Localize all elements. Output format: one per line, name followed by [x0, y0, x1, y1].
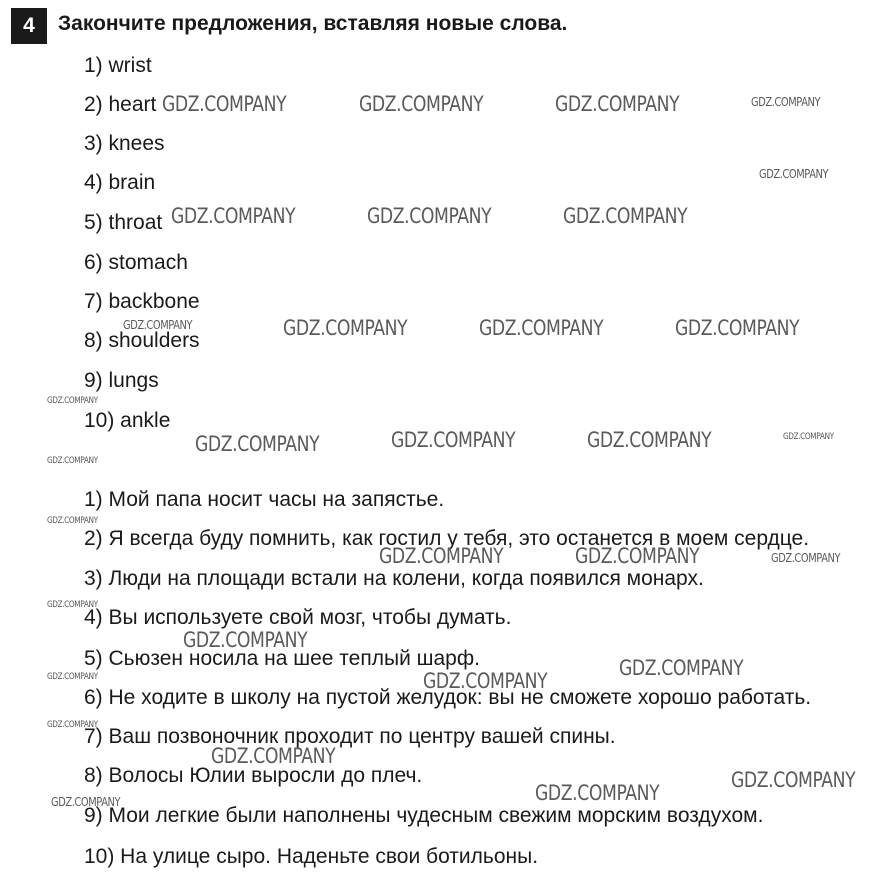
watermark: GDZ.COMPANY [171, 204, 296, 228]
watermark: GDZ.COMPANY [183, 628, 308, 652]
watermark: GDZ.COMPANY [51, 795, 121, 809]
watermark: GDZ.COMPANY [379, 544, 504, 568]
watermark: GDZ.COMPANY [47, 600, 98, 610]
sentence-4: 4) Вы используете свой мозг, чтобы думать. [84, 606, 512, 629]
watermark: GDZ.COMPANY [47, 516, 98, 526]
sentence-7: 7) Ваш позвоночник проходит по центру вашей спины. [84, 725, 616, 748]
watermark: GDZ.COMPANY [479, 316, 604, 340]
sentence-9: 9) Мои легкие были наполнены чудесным свежим морским воздухом. [84, 804, 764, 827]
watermark: GDZ.COMPANY [123, 318, 193, 332]
sentence-8: 8) Волосы Юлии выросли до плеч. [84, 764, 423, 787]
watermark: GDZ.COMPANY [731, 768, 856, 792]
watermark: GDZ.COMPANY [587, 428, 712, 452]
watermark: GDZ.COMPANY [619, 656, 744, 680]
watermark: GDZ.COMPANY [675, 316, 800, 340]
watermark: GDZ.COMPANY [751, 95, 821, 109]
sentence-5: 5) Сьюзен носила на шее теплый шарф. [84, 647, 480, 670]
word-item-7: 7) backbone [84, 290, 200, 313]
watermark: GDZ.COMPANY [555, 92, 680, 116]
sentence-3: 3) Люди на площади встали на колени, когда появился монарх. [84, 567, 704, 590]
watermark: GDZ.COMPANY [391, 428, 516, 452]
watermark: GDZ.COMPANY [283, 316, 408, 340]
word-item-4: 4) brain [84, 171, 156, 194]
word-item-8: 8) shoulders [84, 329, 200, 352]
watermark: GDZ.COMPANY [359, 92, 484, 116]
task-title: Закончите предложения, вставляя новые слова. [58, 12, 568, 35]
watermark: GDZ.COMPANY [47, 456, 98, 466]
watermark: GDZ.COMPANY [563, 204, 688, 228]
watermark: GDZ.COMPANY [47, 396, 98, 406]
task-number-badge: 4 [11, 8, 47, 44]
sentence-2: 2) Я всегда буду помнить, как гостил у тебя, это останется в моем сердце. [84, 527, 810, 550]
watermark: GDZ.COMPANY [783, 432, 834, 442]
word-item-5: 5) throat [84, 211, 163, 234]
word-item-6: 6) stomach [84, 251, 188, 274]
watermark: GDZ.COMPANY [759, 167, 829, 181]
word-item-2: 2) heart [84, 93, 157, 116]
word-item-3: 3) knees [84, 132, 165, 155]
sentence-10: 10) На улице сыро. Наденьте свои ботильоны. [84, 845, 539, 868]
watermark: GDZ.COMPANY [535, 781, 660, 805]
watermark: GDZ.COMPANY [162, 92, 287, 116]
word-item-10: 10) ankle [84, 409, 171, 432]
watermark: GDZ.COMPANY [367, 204, 492, 228]
watermark: GDZ.COMPANY [423, 669, 548, 693]
watermark: GDZ.COMPANY [211, 744, 336, 768]
watermark: GDZ.COMPANY [47, 672, 98, 682]
sentence-1: 1) Мой папа носит часы на запястье. [84, 488, 445, 511]
watermark: GDZ.COMPANY [195, 432, 320, 456]
sentence-6: 6) Не ходите в школу на пустой желудок: вы не сможете хорошо работать. [84, 686, 812, 709]
watermark: GDZ.COMPANY [771, 551, 841, 565]
word-item-1: 1) wrist [84, 54, 152, 77]
watermark: GDZ.COMPANY [575, 544, 700, 568]
watermark: GDZ.COMPANY [47, 720, 98, 730]
word-item-9: 9) lungs [84, 369, 159, 392]
